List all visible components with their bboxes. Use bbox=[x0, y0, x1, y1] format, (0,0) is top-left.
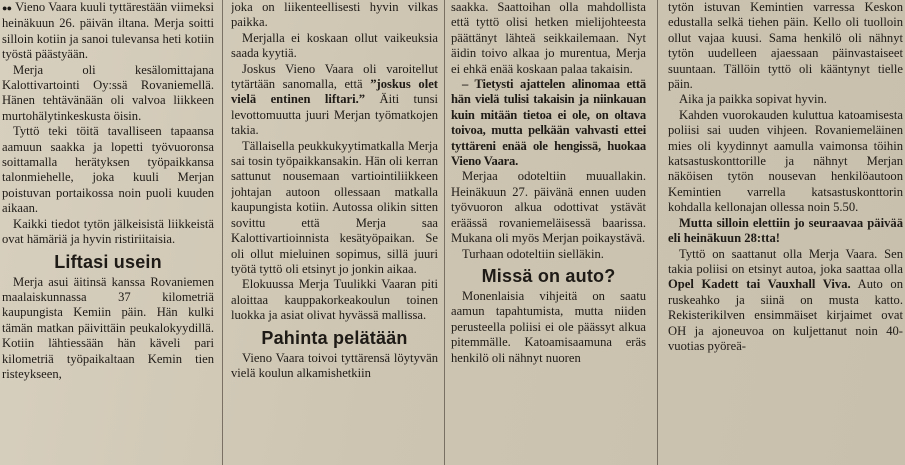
text-run: Joskus Vieno Vaara oli varoitellut tytärtään sanomalla, että bbox=[231, 61, 438, 92]
bold-quote-paragraph: – Tietysti ajattelen alinomaa että hän vielä tulisi takaisin ja niinkauan kuin mitään tietoa ei ole, on oltava toivoa, mutta pelkään vahvasti ettei tyttäreni enää ole hengissä, huokaa Vieno Vaara. bbox=[451, 77, 646, 169]
paragraph: Vieno Vaara toivoi tyttärensä löytyvän vielä koulun alkamishetkiin bbox=[231, 350, 438, 380]
paragraph-car bbox=[668, 247, 903, 355]
column-divider bbox=[444, 0, 445, 465]
text-run: Äiti tunsi levottomuutta juuri Merjan työmatkojen takia. bbox=[231, 92, 438, 138]
paragraph: Elokuussa Merja Tuulikki Vaaran piti aloittaa kauppakorkeakoulun toinen luokka ja asiat olivat hyvässä mallissa. bbox=[231, 277, 438, 323]
column-divider bbox=[222, 0, 223, 465]
paragraph: Merjaa odoteltiin muuallakin. Heinäkuun 27. päivänä ennen uuden työvuoron alkua odottivat ystävät eräässä rovaniemeläisessä baarissa. Mukana oli myös Merjan poikaystävä. bbox=[451, 169, 646, 246]
paragraph: Merja oli kesälomittajana Kalottivartointi Oy:ssä Rovaniemellä. Hänen tehtävänään oli valvoa liikkeen murtohälytinkeskusta öisin. bbox=[2, 62, 214, 123]
paragraph: Kaikki tiedot tytön jälkeisistä liikkeistä ovat hämäriä ja hyvin ristiriitaisia. bbox=[2, 216, 214, 247]
column-3 bbox=[451, 0, 646, 465]
subheading-pahinta-pelataan: Pahinta pelätään bbox=[261, 327, 408, 348]
bullet-dots-icon: ●● bbox=[2, 3, 12, 13]
paragraph: joka on liikenteellisesti hyvin vilkas paikka. bbox=[231, 0, 438, 30]
column-1 bbox=[2, 0, 214, 465]
paragraph: saakka. Saattoihan olla mahdollista että tyttö olisi hetken mielijohteesta päättänyt lähteä seikkailemaan. Nyt äidin toivo alkaa jo murentua, Merja ei ehkä enää koskaan palaa takaisin. bbox=[451, 0, 646, 76]
paragraph: Kahden vuorokauden kuluttua katoamisesta poliisi sai uuden vihjeen. Rovaniemeläinen mies oli kyydinnyt aamulla vaimonsa töihin katsastuskonttorille ja nähnyt Merjan näköisen tytön nousevan henkilöautoon Kemintien varrella katsastuskonttorin kohdalla kellonajan ollessa noin 5.50. bbox=[668, 107, 903, 215]
column-4 bbox=[668, 0, 903, 465]
bold-quote: ”joskus olet vielä entinen liftari.” bbox=[231, 77, 438, 107]
paragraph-quote bbox=[231, 62, 438, 139]
column-2 bbox=[231, 0, 438, 465]
paragraph: Tyttö teki töitä tavalliseen tapaansa aamuun saakka ja lopetti työvuoronsa soittamalla herätyksen työpaikkansa talonmiehelle, joka kuuli Merjan poistuvan portaikossa noin puoli kuuden aikaan. bbox=[2, 124, 214, 216]
subheading-missa-on-auto: Missä on auto? bbox=[481, 265, 616, 286]
paragraph: Tällaisella peukkukyytimatkalla Merja sai tosin työpaikkansakin. Hän oli kerran sattunut nousemaan vartiointiliikkeen johtajan autoon ollessaan matkalla kaupungista kotiin. Autossa olikin sitten sovittu että Merja saa Kalottivartioinnista kesätyöpaikan. Se oli ollut mieluinen sopimus, sillä juuri työtä tyttö oli etsinyt jo jonkin aikaa. bbox=[231, 138, 438, 276]
text-run: Tyttö on saattanut olla Merja Vaara. Sen takia poliisi on etsinyt autoa, joka saattaa olla bbox=[668, 246, 903, 276]
paragraph: Monenlaisia vihjeitä on saatu aamun tapahtumista, mutta niiden perusteella poliisi ei ole päässyt alkua pitemmälle. Katoamisaamuna eräs henkilö oli nähnyt nuoren bbox=[451, 288, 646, 365]
bold-car-models: Opel Kadett tai Vauxhall Viva. bbox=[668, 277, 851, 292]
paragraph: tytön istuvan Kemintien varressa Keskon edustalla selkä tiehen päin. Kello oli tuolloin ollut vajaa kuusi. Sama henkilö oli nähnyt tytön uudelleen ajaessaan päinvastaiseet suuntaan. Tällöin tyttö oli kääntynyt tielle päin. bbox=[668, 0, 903, 92]
paragraph: Merjalla ei koskaan ollut vaikeuksia saada kyytiä. bbox=[231, 30, 438, 61]
text-run: Auto on ruskeahko ja siinä on musta katto. Rekisterikilven ensimmäiset kirjaimet ovat OH ja ajoneuvoa on kuljettanut noin 40-vuotias pyöreä- bbox=[668, 277, 903, 353]
bold-paragraph: Mutta silloin elettiin jo seuraavaa päivää eli heinäkuun 28:tta! bbox=[668, 215, 903, 246]
paragraph: Aika ja paikka sopivat hyvin. bbox=[679, 92, 827, 107]
paragraph: Merja asui äitinsä kanssa Rovaniemen maalaiskunnassa 37 kilometriä kaupungista Kemiin päin. Hän kulki tämän matkan päivittäin peukalokyydillä. Kotiin lähtiessään hän käveli pari kilometriä työpaikaltaan Kemin tien risteykseen, bbox=[2, 274, 214, 381]
lead-text: Vieno Vaara kuuli tyttärestään viimeksi heinäkuun 26. päivän iltana. Merja soitti silloin kotiin ja sanoi tulevansa heti kotiin työstä päästyään. bbox=[2, 0, 214, 62]
paragraph: Turhaan odoteltiin sielläkin. bbox=[462, 246, 604, 261]
column-divider bbox=[657, 0, 658, 465]
subheading-liftasi-usein: Liftasi usein bbox=[54, 251, 162, 272]
lead-paragraph bbox=[2, 0, 214, 63]
